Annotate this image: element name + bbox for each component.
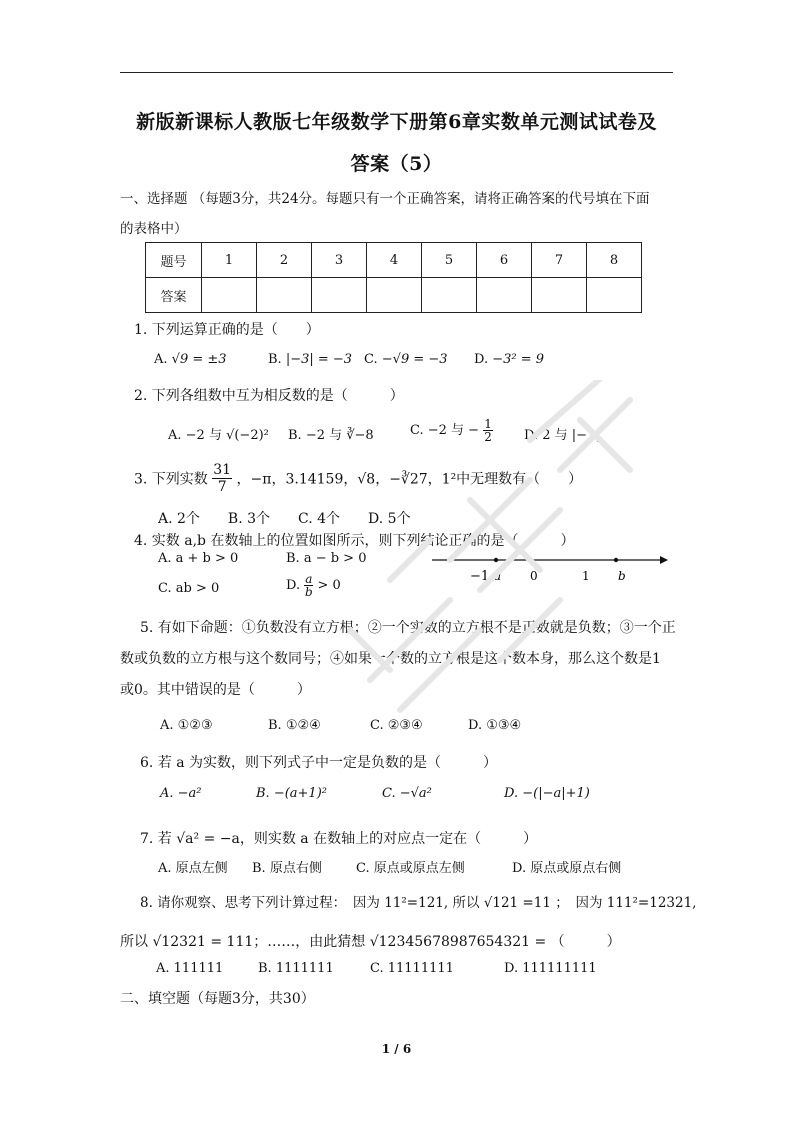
q6-option-a: A. −a²	[160, 786, 202, 801]
q1-option-c	[364, 352, 448, 367]
q7-option-b: B. 原点右侧	[252, 861, 322, 876]
table-header-answer: 答案	[146, 278, 202, 313]
question-6-stem: 6. 若 a 为实数，则下列式子中一定是负数的是（ ）	[140, 755, 498, 771]
question-5-line2: 数或负数的立方根与这个数同号；④如果一个数的立方根是这个数本身，那么这个数是1	[120, 651, 661, 667]
answer-table-row-numbers	[146, 243, 642, 278]
q5-option-d: D. ①③④	[468, 718, 522, 733]
question-5-line1: 5. 有如下命题：①负数没有立方根；②一个实数的立方根不是正数就是负数；③一个正	[140, 620, 676, 636]
fraction-numerator: a	[305, 572, 313, 586]
answer-table-row-answers	[146, 278, 642, 313]
fraction-denominator: 7	[217, 479, 227, 495]
q4-option-c: C. ab > 0	[158, 581, 220, 596]
q3-fraction	[212, 462, 232, 495]
question-7-stem: 7. 若 √a² = −a，则实数 a 在数轴上的对应点一定在（ ）	[140, 831, 538, 847]
section1-heading: 一、选择题 （每题3分，共24分。每题只有一个正确答案，请将正确答案的代号填在下面	[120, 191, 650, 207]
page-number: 1 / 6	[381, 1042, 412, 1056]
point-a-dot	[494, 558, 498, 562]
table-answer-cell[interactable]	[422, 278, 477, 313]
question-1-stem: 1. 下列运算正确的是（ ）	[134, 322, 320, 338]
q1-option-c-label: C.	[364, 352, 378, 367]
q1-option-d-label: D.	[474, 352, 489, 367]
fraction-numerator: 1	[484, 417, 492, 431]
question-4-stem: 4. 实数 a,b 在数轴上的位置如图所示，则下列结论正确的是（ ）	[134, 533, 575, 549]
q3-stem-prefix: 3. 下列实数	[134, 471, 208, 488]
axis-label-neg1: −1	[470, 569, 490, 584]
section2-heading: 二、填空题（每题3分，共30）	[120, 991, 315, 1007]
table-answer-cell[interactable]	[587, 278, 642, 313]
q4-option-d-fraction	[304, 573, 313, 598]
q4-option-d	[286, 573, 341, 598]
table-cell-number: 4	[367, 243, 422, 278]
table-cell-number: 3	[312, 243, 367, 278]
q1-option-b	[268, 352, 352, 367]
question-8-line1: 8. 请你观察、思考下列计算过程： 因为 11²=121, 所以 √121 =11 ； 因为 111²=12321,	[140, 895, 697, 911]
table-answer-cell[interactable]	[202, 278, 257, 313]
q6-option-d: D. −(|−a|+1)	[504, 786, 590, 801]
q7-option-d: D. 原点或原点右侧	[512, 861, 622, 876]
q2-option-d: D. 2 与 |−2|	[524, 428, 600, 443]
question-8-line2: 所以 √12321 = 111；……，由此猜想 √12345678987654321 = （ ）	[120, 934, 621, 950]
table-cell-number: 5	[422, 243, 477, 278]
table-cell-number: 1	[202, 243, 257, 278]
table-cell-number: 8	[587, 243, 642, 278]
point-b-dot	[614, 558, 618, 562]
table-answer-cell[interactable]	[367, 278, 422, 313]
number-line-figure	[430, 550, 670, 590]
section1-heading-line2: 的表格中）	[120, 221, 188, 237]
q7-option-c: C. 原点或原点左侧	[356, 861, 465, 876]
q1-option-d	[474, 352, 544, 367]
q3-stem-rest: ，−π，3.14159，√8，−∛27，1²中无理数有（ ）	[236, 471, 583, 488]
q5-option-c: C. ②③④	[370, 718, 423, 733]
q4-option-a: A. a + b > 0	[158, 551, 239, 566]
q8-option-d: D. 111111111	[504, 961, 597, 976]
q1-option-c-text: −√9 = −3	[381, 352, 448, 367]
q2-option-b: B. −2 与 ∛−8	[288, 428, 374, 443]
q2-option-c-prefix: C. −2 与 −	[410, 423, 480, 438]
table-cell-number: 6	[477, 243, 532, 278]
q8-option-b: B. 1111111	[258, 961, 334, 976]
q1-option-a-text: √9 = ±3	[171, 352, 227, 367]
question-3-stem	[134, 462, 582, 495]
table-header-number: 题号	[146, 243, 202, 278]
document-title-line2: 答案（5）	[350, 153, 443, 175]
axis-label-a: a	[494, 569, 502, 583]
fraction-denominator: 2	[484, 430, 492, 444]
axis-label-0: 0	[530, 569, 538, 583]
q5-option-b: B. ①②④	[268, 718, 321, 733]
q1-option-b-label: B.	[268, 352, 282, 367]
axis-label-b: b	[618, 569, 626, 583]
header-rule	[120, 72, 673, 73]
q2-option-c-fraction	[483, 418, 493, 443]
table-answer-cell[interactable]	[257, 278, 312, 313]
q8-option-a: A. 111111	[156, 961, 224, 976]
q5-option-a: A. ①②③	[160, 718, 213, 733]
question-5-line3: 或0。其中错误的是（ ）	[120, 682, 311, 698]
q1-option-a-label: A.	[154, 352, 168, 367]
q4-option-d-label: D.	[286, 578, 301, 593]
table-cell-number: 7	[532, 243, 587, 278]
table-answer-cell[interactable]	[477, 278, 532, 313]
q7-option-a: A. 原点左侧	[158, 861, 228, 876]
document-title: 新版新课标人教版七年级数学下册第6章实数单元测试试卷及	[136, 111, 657, 133]
q3-options: A. 2个 B. 3个 C. 4个 D. 5个	[158, 511, 411, 527]
q4-option-d-suffix: > 0	[317, 578, 341, 593]
question-2-stem: 2. 下列各组数中互为相反数的是（ ）	[134, 388, 404, 404]
q2-option-c	[410, 418, 493, 443]
fraction-denominator: b	[304, 585, 313, 599]
table-cell-number: 2	[257, 243, 312, 278]
q1-option-d-text: −3² = 9	[492, 352, 545, 367]
q1-option-a	[154, 352, 227, 367]
q2-option-a: A. −2 与 √(−2)²	[168, 428, 269, 443]
fraction-numerator: 31	[213, 462, 232, 478]
table-answer-cell[interactable]	[312, 278, 367, 313]
q4-option-b: B. a − b > 0	[286, 551, 367, 566]
table-answer-cell[interactable]	[532, 278, 587, 313]
q8-option-c: C. 11111111	[370, 961, 454, 976]
answer-table	[145, 242, 642, 313]
axis-label-1: 1	[582, 569, 590, 583]
number-line-arrow-icon	[660, 556, 668, 564]
q6-option-c: C. −√a²	[382, 786, 432, 801]
q6-option-b: B. −(a+1)²	[256, 786, 327, 801]
q1-option-b-text: |−3| = −3	[285, 352, 353, 367]
